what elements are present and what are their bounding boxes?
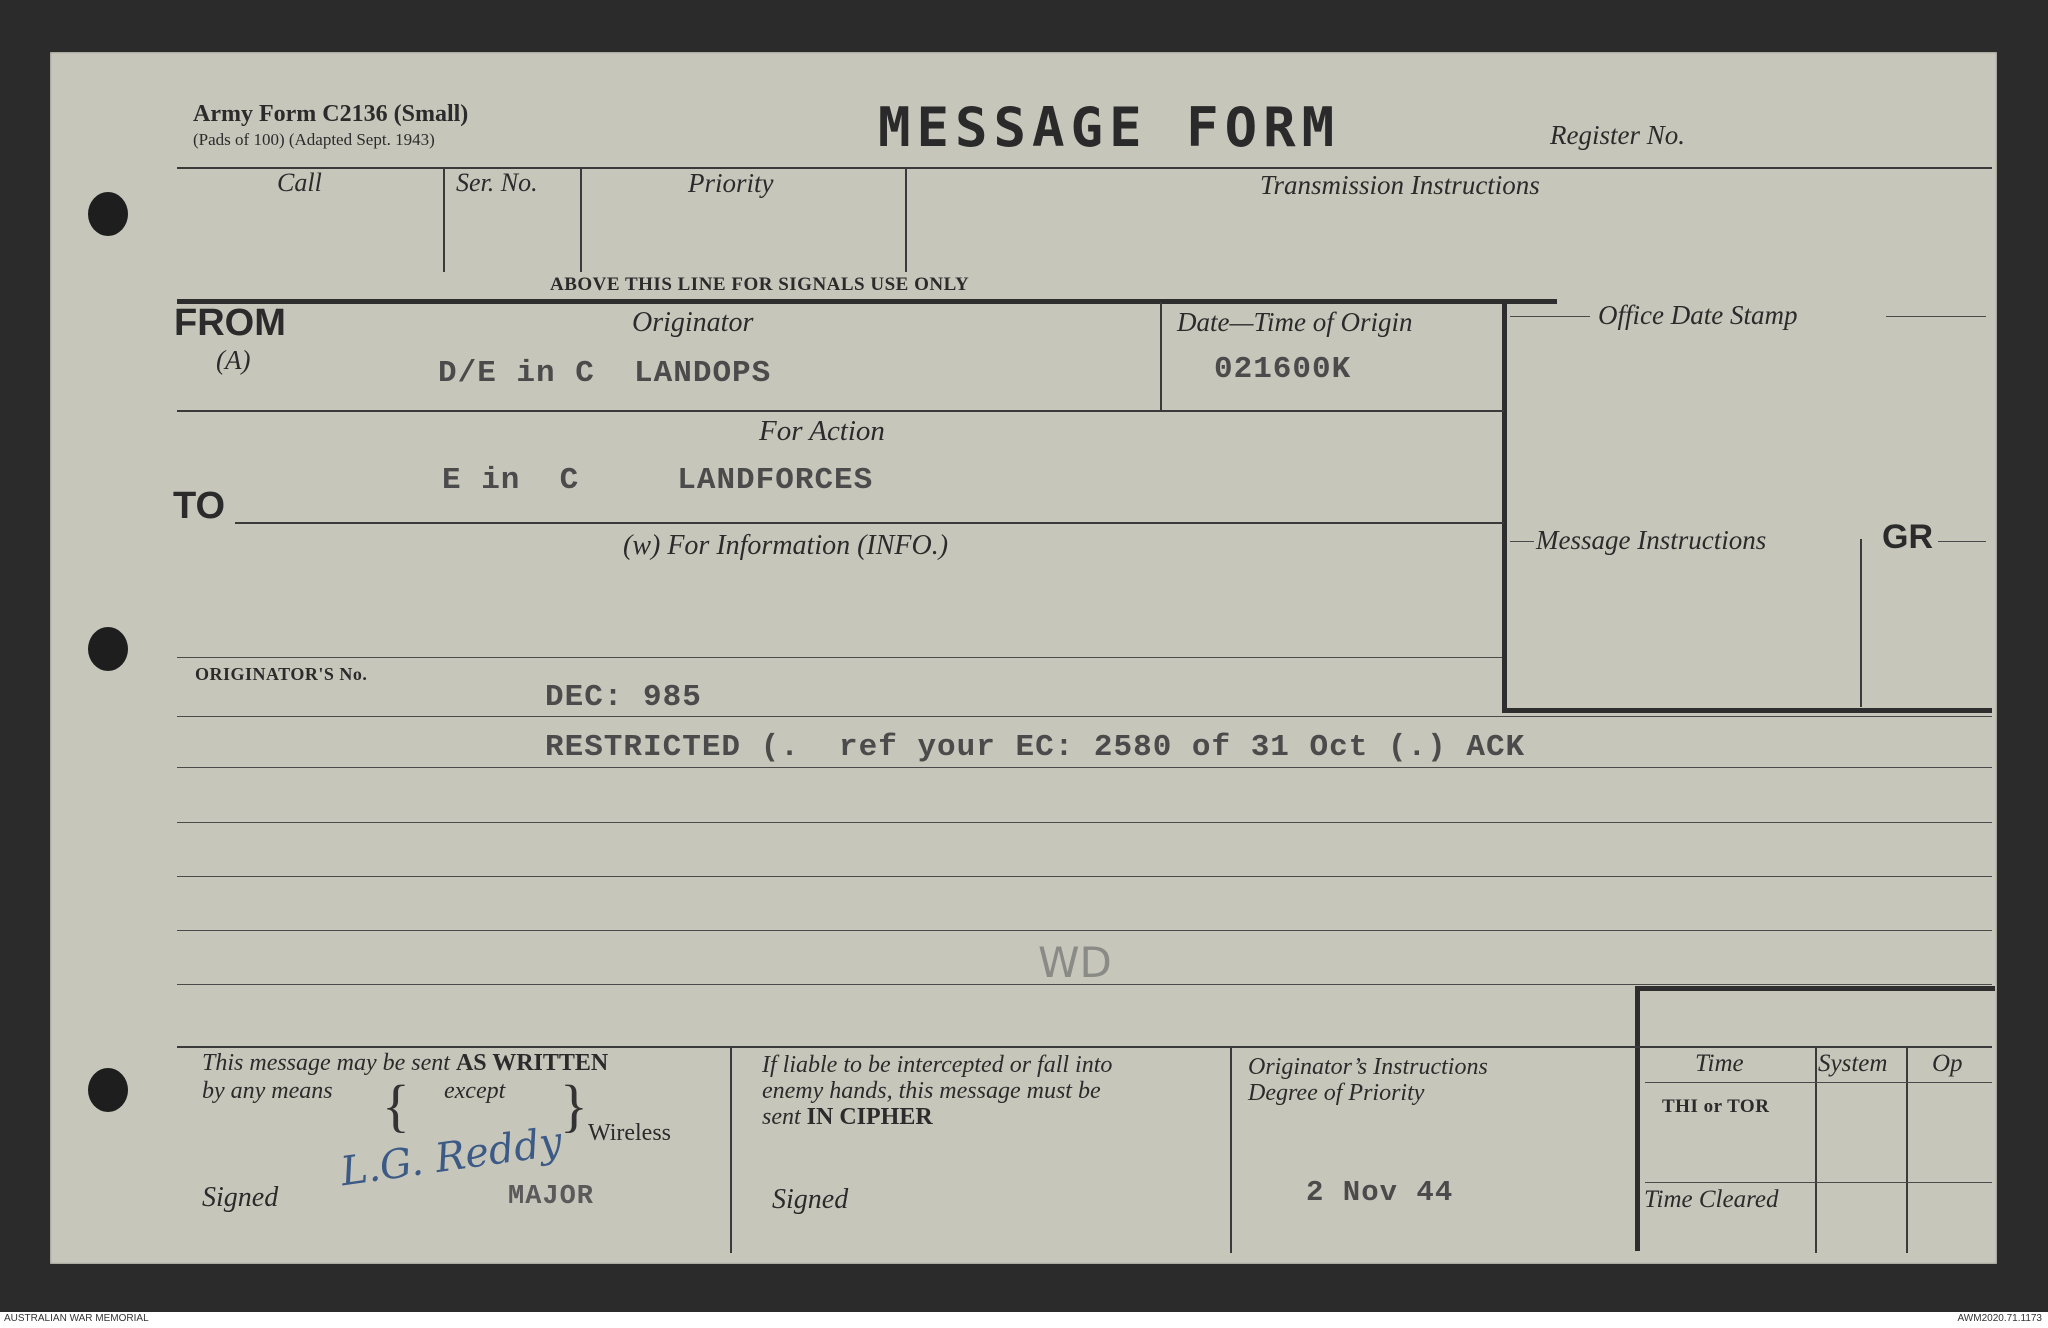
- divider: [1635, 986, 1995, 991]
- form-id: Army Form C2136 (Small): [193, 101, 469, 127]
- message-form-paper: [50, 52, 1997, 1264]
- signature-image: L.G. Reddy: [337, 1118, 565, 1196]
- divider: [177, 767, 1992, 768]
- punch-hole: [88, 192, 128, 236]
- originators-no-label: ORIGINATOR'S No.: [195, 664, 368, 684]
- pencil-mark: WD: [1038, 938, 1112, 987]
- divider: [1635, 986, 1640, 1251]
- dto-label: Date—Time of Origin: [1177, 307, 1413, 337]
- divider: [1645, 1182, 1992, 1183]
- dto-value: 021600K: [1214, 352, 1352, 387]
- to-label: TO: [173, 485, 226, 527]
- by-any-means-text: by any means: [202, 1078, 333, 1104]
- divider: [443, 169, 445, 272]
- time-label: Time: [1695, 1050, 1744, 1077]
- divider: [905, 169, 907, 272]
- footer-credit: AUSTRALIAN WAR MEMORIAL: [4, 1313, 149, 1324]
- divider: [177, 984, 1992, 985]
- message-instructions-label: Message Instructions: [1536, 525, 1767, 555]
- transmission-label: Transmission Instructions: [1260, 170, 1540, 200]
- orig-instructions-label: Originator’s Instructions: [1248, 1054, 1488, 1080]
- divider: [177, 1046, 1992, 1048]
- register-no-label: Register No.: [1550, 120, 1685, 150]
- divider: [1906, 1048, 1908, 1253]
- divider: [177, 822, 1992, 823]
- originator-label: Originator: [632, 307, 754, 338]
- divider: [177, 657, 1502, 658]
- thi-tor-label: THI or TOR: [1662, 1096, 1770, 1117]
- degree-priority-label: Degree of Priority: [1248, 1080, 1425, 1106]
- wireless-text: Wireless: [588, 1120, 672, 1146]
- signals-note: ABOVE THIS LINE FOR SIGNALS USE ONLY: [550, 274, 970, 295]
- footer-bar: [0, 1312, 2048, 1328]
- originator-value: D/E in C LANDOPS: [438, 356, 772, 391]
- form-pad-info: (Pads of 100) (Adapted Sept. 1943): [193, 130, 435, 149]
- divider: [1502, 708, 1992, 713]
- footer-accession: AWM2020.71.1173: [1957, 1313, 2042, 1324]
- op-label: Op: [1932, 1050, 1963, 1077]
- for-action-label: For Action: [759, 415, 885, 447]
- info-label: (w) For Information (INFO.): [623, 530, 949, 561]
- divider: [1510, 541, 1534, 542]
- divider: [177, 299, 1557, 304]
- to-value: E in C LANDFORCES: [442, 463, 874, 498]
- divider: [730, 1048, 732, 1253]
- divider: [177, 167, 1992, 169]
- body-line-1: DEC: 985: [545, 680, 702, 715]
- punch-hole: [88, 627, 128, 671]
- signed-label: Signed: [202, 1182, 279, 1213]
- divider: [1510, 316, 1590, 317]
- divider: [1160, 302, 1162, 410]
- call-label: Call: [277, 168, 322, 197]
- cipher-note-2: enemy hands, this message must be: [762, 1078, 1101, 1104]
- cipher-note-1: If liable to be intercepted or fall into: [762, 1052, 1113, 1078]
- divider: [177, 876, 1992, 877]
- divider: [1230, 1048, 1232, 1253]
- divider: [235, 522, 1504, 524]
- divider: [1815, 1048, 1817, 1253]
- page-title: MESSAGE FORM: [878, 96, 1341, 159]
- time-cleared-label: Time Cleared: [1644, 1186, 1779, 1213]
- sent-as-written-text: This message may be sent AS WRITTEN: [202, 1050, 609, 1076]
- divider: [177, 410, 1504, 412]
- from-sub-label: (A): [216, 345, 251, 375]
- from-label: FROM: [174, 302, 286, 344]
- brace-left: {: [382, 1073, 410, 1138]
- brace-right: }: [560, 1073, 588, 1138]
- divider: [177, 930, 1992, 931]
- signed-label-2: Signed: [772, 1184, 849, 1215]
- rank-value: MAJOR: [508, 1182, 595, 1212]
- cipher-note-3: sent IN CIPHER: [762, 1104, 933, 1130]
- divider: [1886, 316, 1986, 317]
- divider: [580, 169, 582, 272]
- except-text: except: [444, 1078, 506, 1104]
- date-value: 2 Nov 44: [1306, 1176, 1454, 1209]
- system-label: System: [1818, 1050, 1888, 1077]
- gr-label: GR: [1882, 518, 1933, 556]
- divider: [177, 716, 1992, 717]
- divider: [1645, 1082, 1992, 1083]
- body-line-2: RESTRICTED (. ref your EC: 2580 of 31 Oct (.) ACK: [545, 730, 1526, 765]
- divider: [1502, 299, 1507, 711]
- priority-label: Priority: [688, 168, 774, 198]
- office-date-stamp-label: Office Date Stamp: [1598, 300, 1798, 330]
- divider: [1938, 541, 1986, 542]
- divider: [1860, 539, 1862, 707]
- ser-no-label: Ser. No.: [456, 168, 538, 197]
- punch-hole: [88, 1068, 128, 1112]
